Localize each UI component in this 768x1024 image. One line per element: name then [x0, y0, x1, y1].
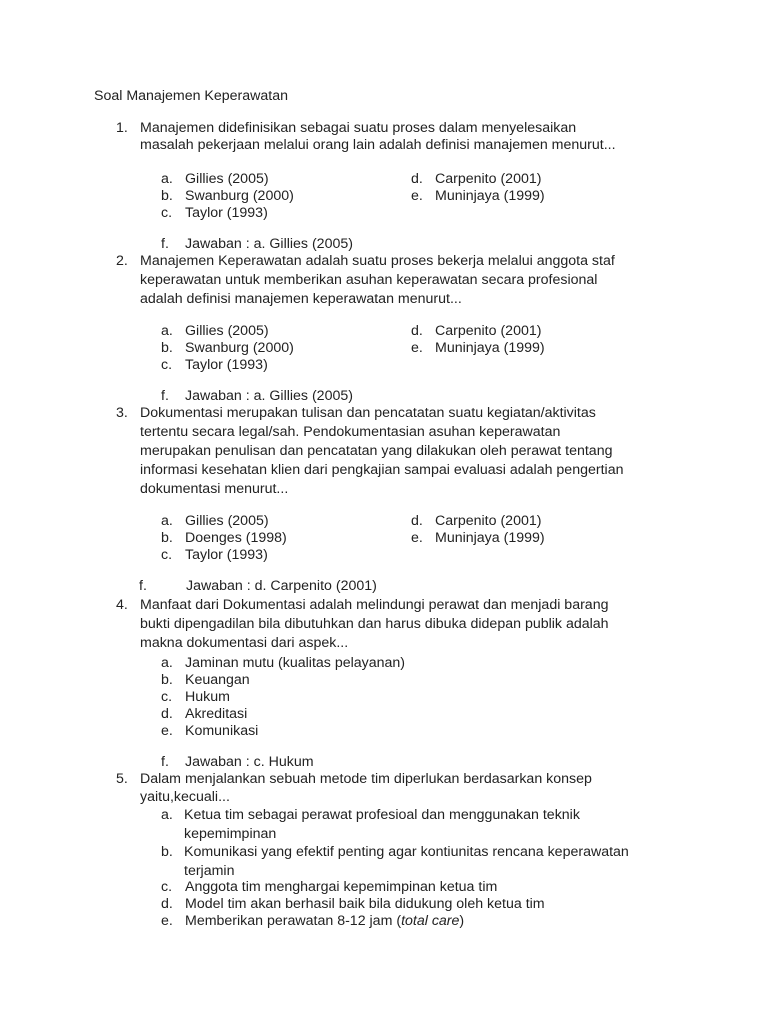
- option-c: c. Anggota tim menghargai kepemimpinan ketua tim: [161, 879, 498, 895]
- answer-line: f. Jawaban : c. Hukum: [161, 754, 314, 770]
- question-line: masalah pekerjaan melalui orang lain adalah definisi manajemen menurut...: [140, 137, 616, 153]
- document-title: Soal Manajemen Keperawatan: [94, 88, 289, 104]
- option-b: b. Swanburg (2000): [161, 340, 294, 356]
- option-e: e. Muninjaya (1999): [411, 188, 545, 204]
- option-b: b. Komunikasi yang efektif penting agar kontiunitas rencana keperawatan terjamin: [161, 844, 629, 879]
- question-line: tertentu secara legal/sah. Pendokumentasian asuhan keperawatan: [140, 424, 561, 440]
- answer-line: f. Jawaban : a. Gillies (2005): [161, 388, 353, 404]
- question-line: keperawatan untuk memberikan asuhan keperawatan secara profesional: [140, 272, 598, 288]
- answer-line: f. Jawaban : d. Carpenito (2001): [139, 578, 377, 594]
- question-line: bukti dipengadilan bila dibutuhkan dan harus dibuka didepan publik adalah: [140, 616, 609, 632]
- question-line: informasi kesehatan klien dari pengkajian sampai evaluasi adalah pengertian: [140, 462, 624, 478]
- question-text: [140, 253, 700, 308]
- option-e: e. Muninjaya (1999): [411, 340, 545, 356]
- option-d: d. Akreditasi: [161, 706, 248, 722]
- question-text: [140, 597, 700, 652]
- question-text: [140, 405, 700, 498]
- option-d: d. Model tim akan berhasil baik bila didukung oleh ketua tim: [161, 896, 545, 912]
- question-text: [140, 771, 700, 806]
- question-text: [140, 120, 700, 154]
- option-c: c. Taylor (1993): [161, 205, 268, 221]
- question-number: 2.: [116, 253, 128, 269]
- question-line: Manajemen Keperawatan adalah suatu proses bekerja melalui anggota staf: [140, 253, 615, 269]
- question-line: dokumentasi menurut...: [140, 481, 289, 497]
- option-a: a. Gillies (2005): [161, 323, 269, 339]
- option-e: e. Muninjaya (1999): [411, 530, 545, 546]
- option-b: b. Swanburg (2000): [161, 188, 294, 204]
- question-line: Dokumentasi merupakan tulisan dan pencatatan suatu kegiatan/aktivitas: [140, 405, 596, 421]
- question-line: merupakan penulisan dan pencatatan yang dilakukan oleh perawat tentang: [140, 443, 613, 459]
- question-number: 4.: [116, 597, 128, 613]
- option-a: a. Ketua tim sebagai perawat profesioal dan menggunakan teknik kepemimpinan: [161, 807, 580, 842]
- answer-line: f. Jawaban : a. Gillies (2005): [161, 236, 353, 252]
- question-line: Dalam menjalankan sebuah metode tim diperlukan berdasarkan konsep: [140, 771, 592, 787]
- question-line: Manfaat dari Dokumentasi adalah melindungi perawat dan menjadi barang: [140, 597, 609, 613]
- option-d: d. Carpenito (2001): [411, 513, 542, 529]
- question-line: makna dokumentasi dari aspek...: [140, 635, 349, 651]
- option-c: c. Hukum: [161, 689, 230, 705]
- option-a: a. Jaminan mutu (kualitas pelayanan): [161, 655, 406, 671]
- option-b: b. Doenges (1998): [161, 530, 287, 546]
- question-number: 5.: [116, 771, 128, 787]
- option-a: a. Gillies (2005): [161, 513, 269, 529]
- option-e: e. Memberikan perawatan 8-12 jam (total care): [161, 913, 465, 929]
- question-number: 1.: [116, 120, 128, 136]
- question-line: Manajemen didefinisikan sebagai suatu proses dalam menyelesaikan: [140, 120, 577, 136]
- question-number: 3.: [116, 405, 128, 421]
- option-c: c. Taylor (1993): [161, 357, 268, 373]
- option-b: b. Keuangan: [161, 672, 250, 688]
- question-line: yaitu,kecuali...: [140, 789, 230, 805]
- option-a: a. Gillies (2005): [161, 171, 269, 187]
- option-d: d. Carpenito (2001): [411, 323, 542, 339]
- question-line: adalah definisi manajemen keperawatan menurut...: [140, 291, 462, 307]
- option-e: e. Komunikasi: [161, 723, 259, 739]
- option-c: c. Taylor (1993): [161, 547, 268, 563]
- option-d: d. Carpenito (2001): [411, 171, 542, 187]
